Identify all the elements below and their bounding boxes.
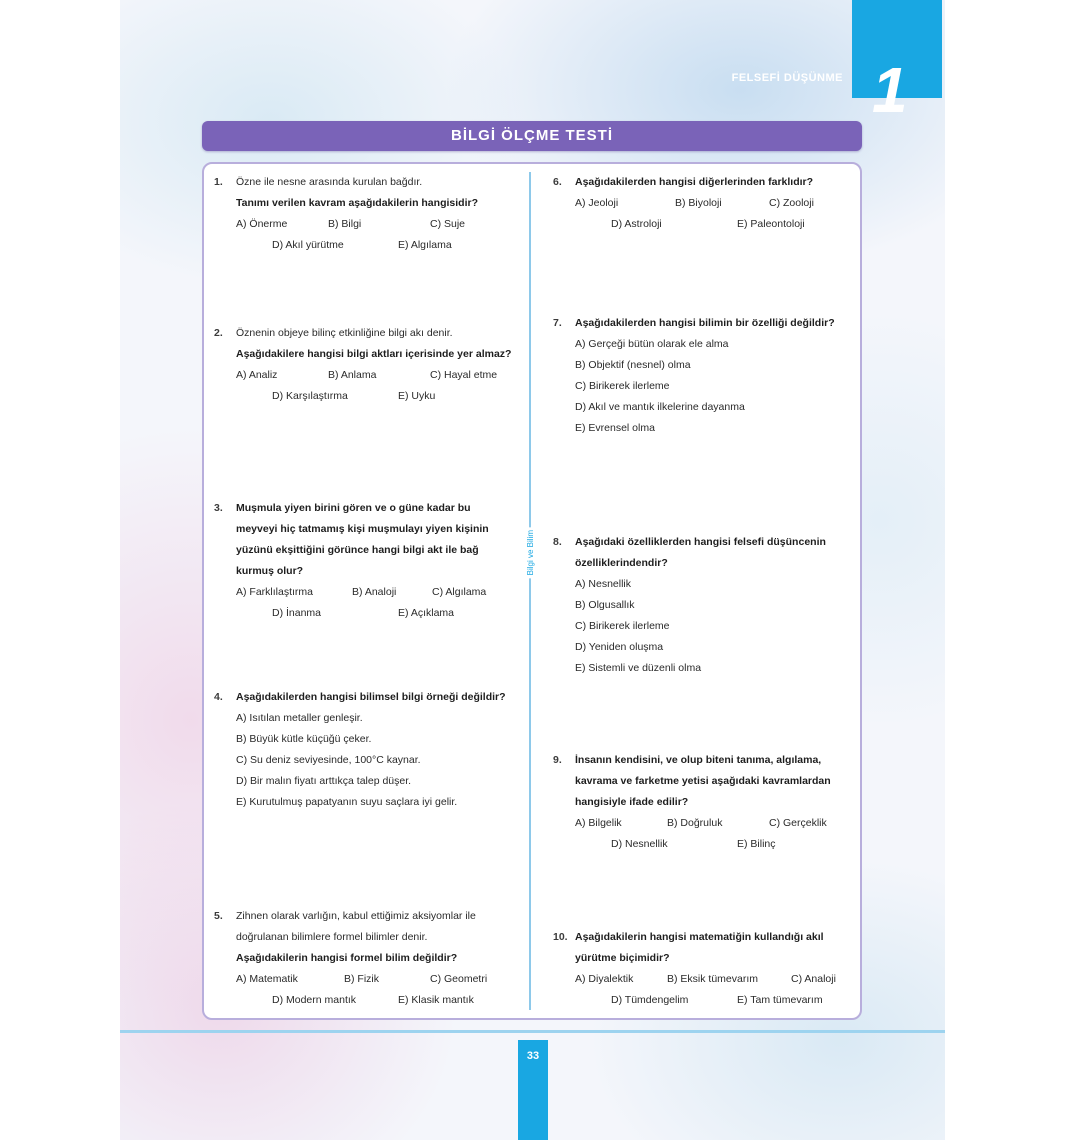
option-b[interactable]: B) Anlama (328, 369, 377, 381)
question-prompt: Tanımı verilen kavram aşağıdakilerin hangisidir? (236, 197, 478, 209)
option-row (236, 582, 514, 603)
option-a[interactable]: A) Isıtılan metaller genleşir. (236, 712, 363, 724)
question-stem: Öznenin objeye bilinç etkinliğine bilgi akı denir. (236, 327, 453, 339)
option-row (236, 214, 514, 235)
option-e[interactable]: E) Evrensel olma (575, 422, 655, 434)
chapter-number: 1 (872, 54, 908, 126)
option-row (236, 365, 514, 386)
option-e[interactable]: E) Bilinç (737, 838, 776, 850)
question-prompt: Aşağıdakilere hangisi bilgi aktları içerisinde yer almaz? (236, 348, 512, 360)
option-e[interactable]: E) Algılama (398, 239, 452, 251)
option-c[interactable]: C) Birikerek ilerleme (575, 380, 670, 392)
option-row (575, 193, 853, 214)
option-row (575, 813, 853, 834)
option-list (236, 708, 514, 813)
option-b[interactable]: B) Büyük kütle küçüğü çeker. (236, 733, 372, 745)
option-row (236, 235, 514, 256)
option-row (575, 969, 853, 990)
chapter-tab (852, 0, 942, 126)
option-list (575, 334, 853, 439)
question-prompt: Muşmula yiyen birini gören ve o güne kadar bu meyveyi hiç tatmamış kişi muşmulayı yiyen kişinin yüzünü ekşittiğini görünce hangi bilgi akt ile bağ kurmuş olur? (236, 502, 489, 577)
option-a[interactable]: A) Önerme (236, 218, 288, 230)
option-b[interactable]: B) Fizik (344, 973, 379, 985)
question-3 (214, 498, 514, 624)
side-label-text: Bilgi ve Bilim (526, 527, 535, 578)
chapter-title: FELSEFİ DÜŞÜNME (731, 72, 843, 84)
option-c[interactable]: C) Suje (430, 218, 466, 230)
option-row (575, 214, 853, 235)
option-c[interactable]: C) Geometri (430, 973, 488, 985)
option-row (236, 990, 514, 1011)
question-number: 5. (214, 910, 223, 922)
question-number: 9. (553, 754, 562, 766)
option-e[interactable]: E) Tam tümevarım (737, 994, 823, 1006)
question-number: 10. (553, 931, 568, 943)
section-banner: BİLGİ ÖLÇME TESTİ (202, 121, 862, 151)
question-7 (553, 313, 853, 439)
question-number: 4. (214, 691, 223, 703)
option-c[interactable]: C) Birikerek ilerleme (575, 620, 670, 632)
question-prompt: Aşağıdakilerin hangisi matematiğin kullandığı akıl yürütme biçimidir? (575, 931, 824, 964)
question-prompt: Aşağıdakilerden hangisi bilimin bir özelliği değildir? (575, 317, 835, 329)
option-a[interactable]: A) Diyalektik (575, 973, 634, 985)
option-c[interactable]: C) Zooloji (769, 197, 814, 209)
option-c[interactable]: C) Hayal etme (430, 369, 498, 381)
footer-line (120, 1030, 945, 1033)
option-a[interactable]: A) Gerçeği bütün olarak ele alma (575, 338, 729, 350)
question-number: 1. (214, 176, 223, 188)
option-e[interactable]: E) Açıklama (398, 607, 455, 619)
option-row (236, 969, 514, 990)
option-a[interactable]: A) Jeoloji (575, 197, 619, 209)
question-number: 6. (553, 176, 562, 188)
question-10 (553, 927, 853, 1011)
option-row (575, 834, 853, 855)
option-b[interactable]: B) Objektif (nesnel) olma (575, 359, 691, 371)
option-d[interactable]: D) Bir malın fiyatı arttıkça talep düşer. (236, 775, 412, 787)
question-9 (553, 750, 853, 855)
question-8 (553, 532, 853, 679)
option-b[interactable]: B) Doğruluk (667, 817, 723, 829)
option-b[interactable]: B) Biyoloji (675, 197, 722, 209)
option-b[interactable]: B) Bilgi (328, 218, 362, 230)
option-d[interactable]: D) Karşılaştırma (272, 390, 348, 402)
question-number: 2. (214, 327, 223, 339)
option-d[interactable]: D) Tümdengelim (611, 994, 689, 1006)
option-d[interactable]: D) Akıl yürütme (272, 239, 344, 251)
question-2 (214, 323, 514, 407)
question-number: 3. (214, 502, 223, 514)
question-number: 8. (553, 536, 562, 548)
option-row (575, 990, 853, 1011)
option-a[interactable]: A) Farklılaştırma (236, 586, 314, 598)
option-e[interactable]: E) Kurutulmuş papatyanın suyu saçlara iyi gelir. (236, 796, 458, 808)
option-e[interactable]: E) Paleontoloji (737, 218, 805, 230)
side-label (520, 488, 540, 618)
question-prompt: Aşağıdakilerin hangisi formel bilim değildir? (236, 952, 458, 964)
option-c[interactable]: C) Analoji (791, 973, 836, 985)
option-c[interactable]: C) Gerçeklik (769, 817, 827, 829)
option-b[interactable]: B) Olgusallık (575, 599, 635, 611)
question-stem: Zihnen olarak varlığın, kabul ettiğimiz aksiyomlar ile doğrulanan bilimlere formel bilimler denir. (236, 910, 476, 943)
option-a[interactable]: A) Bilgelik (575, 817, 622, 829)
question-4 (214, 687, 514, 813)
option-d[interactable]: D) İnanma (272, 607, 322, 619)
option-d[interactable]: D) Akıl ve mantık ilkelerine dayanma (575, 401, 745, 413)
option-a[interactable]: A) Analiz (236, 369, 278, 381)
option-e[interactable]: E) Sistemli ve düzenli olma (575, 662, 702, 674)
option-list (575, 574, 853, 679)
option-row (236, 386, 514, 407)
option-e[interactable]: E) Klasik mantık (398, 994, 474, 1006)
question-prompt: Aşağıdakilerden hangisi diğerlerinden farklıdır? (575, 176, 814, 188)
page-number: 33 (518, 1040, 548, 1140)
option-d[interactable]: D) Nesnellik (611, 838, 668, 850)
option-c[interactable]: C) Su deniz seviyesinde, 100°C kaynar. (236, 754, 421, 766)
option-a[interactable]: A) Nesnellik (575, 578, 632, 590)
question-prompt: Aşağıdakilerden hangisi bilimsel bilgi örneği değildir? (236, 691, 506, 703)
question-5 (214, 906, 514, 1011)
option-d[interactable]: D) Astroloji (611, 218, 662, 230)
question-number: 7. (553, 317, 562, 329)
question-prompt: İnsanın kendisini, ve olup biteni tanıma, algılama, kavrama ve farketme yetisi aşağıdaki kavramlardan hangisiyle ifade edilir? (575, 754, 831, 808)
option-e[interactable]: E) Uyku (398, 390, 436, 402)
option-a[interactable]: A) Matematik (236, 973, 298, 985)
option-row (236, 603, 514, 624)
option-d[interactable]: D) Yeniden oluşma (575, 641, 664, 653)
option-b[interactable]: B) Analoji (352, 586, 397, 598)
question-prompt: Aşağıdaki özelliklerden hangisi felsefi düşüncenin özelliklerindendir? (575, 536, 826, 569)
option-b[interactable]: B) Eksik tümevarım (667, 973, 759, 985)
question-6 (553, 172, 853, 235)
question-1 (214, 172, 514, 256)
option-c[interactable]: C) Algılama (432, 586, 487, 598)
question-stem: Özne ile nesne arasında kurulan bağdır. (236, 176, 423, 188)
option-d[interactable]: D) Modern mantık (272, 994, 357, 1006)
